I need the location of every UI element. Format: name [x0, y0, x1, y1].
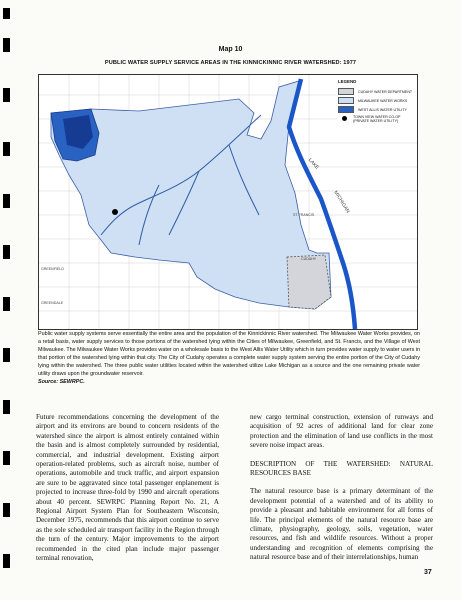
legend-swatch [338, 88, 354, 95]
place-label-lake: LAKE [306, 157, 320, 171]
place-label-greendale: GREENDALE [41, 301, 64, 305]
paragraph: The natural resource base is a primary determinant of the development potential of a watershed and of its ability to provide a pleasant and habitable environment for all forms of life. The principal elements of the natural resource base are climate, physiography, geology, soils, vegetation, water resources, and fish and wildlife resources. Without a proper understanding and recognition of elements comprising the natural resource base and of their interrelationships, human [250, 487, 433, 562]
paragraph: new cargo terminal construction, extension of runways and acquisition of 92 acres of additional land for clear zone protection and the elimination of land use conflicts in the most severe noise impact areas. [250, 413, 433, 450]
body-column-left [36, 413, 219, 564]
binder-mark [3, 451, 10, 465]
map-source: Source: SEWRPC. [38, 379, 85, 385]
cudahy-water-department-area [287, 255, 331, 309]
legend-label: CUDAHY WATER DEPARTMENT [358, 89, 413, 94]
binder-mark [3, 503, 10, 517]
body-column-right [250, 413, 433, 563]
legend-swatch [338, 97, 354, 104]
map-number: Map 10 [218, 46, 243, 53]
town-view-water-coop-marker [112, 209, 118, 215]
legend-swatch [338, 106, 354, 113]
map-figure [38, 74, 418, 330]
legend-dot-symbol [342, 116, 347, 121]
binder-mark [3, 297, 10, 311]
legend-item-cudahy [338, 87, 416, 96]
page-number: 37 [424, 569, 432, 576]
section-heading: DESCRIPTION OF THE WATERSHED: NATURAL RESOURCES BASE [250, 459, 433, 478]
legend-label: TOWN VIEW WATER CO-OP (PRIVATE WATER UTILITY) [353, 114, 401, 123]
map-caption: Public water supply systems serve essentially the entire area and the population of the Kinnickinnic River watershed. The Milwaukee Water Works provides, on a retail basis, water supply services to those portions of the watershed lying within the Cities of Milwaukee, Greenfield, and St. Francis, and the Village of West Milwaukee. The Milwaukee Water Works provides water on a wholesale basis to the West Allis Water Utility which in turn provides water supply to water users in that portion of the watershed lying within that city. The City of Cudahy operates a complete water supply system serving the entire portion of the City of Cudahy lying within the watershed. The three public water utilities located within the watershed utilize Lake Michigan as a source and the one remaining private water utility draws upon the groundwater reservoir. [38, 331, 420, 378]
binder-mark [3, 348, 10, 362]
place-label-cudahy: CUDAHY [301, 257, 317, 261]
legend-item-milwaukee [338, 96, 416, 105]
binder-mark [3, 554, 10, 568]
binder-mark [3, 88, 10, 102]
legend-item-town-view [338, 114, 416, 123]
map-legend [338, 79, 416, 123]
binder-mark [3, 245, 10, 259]
legend-title: LEGEND [338, 79, 357, 84]
binder-mark [3, 8, 10, 19]
binder-mark [3, 142, 10, 156]
legend-label: WEST ALLIS WATER UTILITY [358, 107, 407, 112]
binder-mark [3, 400, 10, 414]
place-label-greenfield: GREENFIELD [41, 267, 64, 271]
binder-mark [3, 194, 10, 208]
place-label-st-francis: ST FRANCIS [293, 213, 315, 217]
paragraph: Future recommendations concerning the development of the airport and its environs are bound to concern residents of the watershed since the airport is almost entirely contained within the basin and is almost completely surrounded by residential, commercial, and industrial development. Existing airport operation-related problems, such as aircraft noise, number of operations, automobile and truck traffic, and airport expansion are sure to be aggravated since total passenger enplanement is projected to increase three-fold by 1990 and aircraft operations about 40 percent. SEWRPC Planning Report No. 21, A Regional Airport System Plan for Southeastern Wisconsin, December 1975, recommends that this airport continue to serve as the sole scheduled air transport facility in the Region through the turn of the century. Major improvements to the airport recommended in the cited plan include major passenger terminal renovation, [36, 413, 219, 563]
legend-label: MILWAUKEE WATER WORKS [358, 98, 408, 103]
place-label-michigan: MICHIGAN [332, 189, 351, 215]
legend-item-west-allis [338, 105, 416, 114]
map-title: PUBLIC WATER SUPPLY SERVICE AREAS IN THE KINNICKINNIC RIVER WATERSHED: 1977 [104, 60, 357, 66]
